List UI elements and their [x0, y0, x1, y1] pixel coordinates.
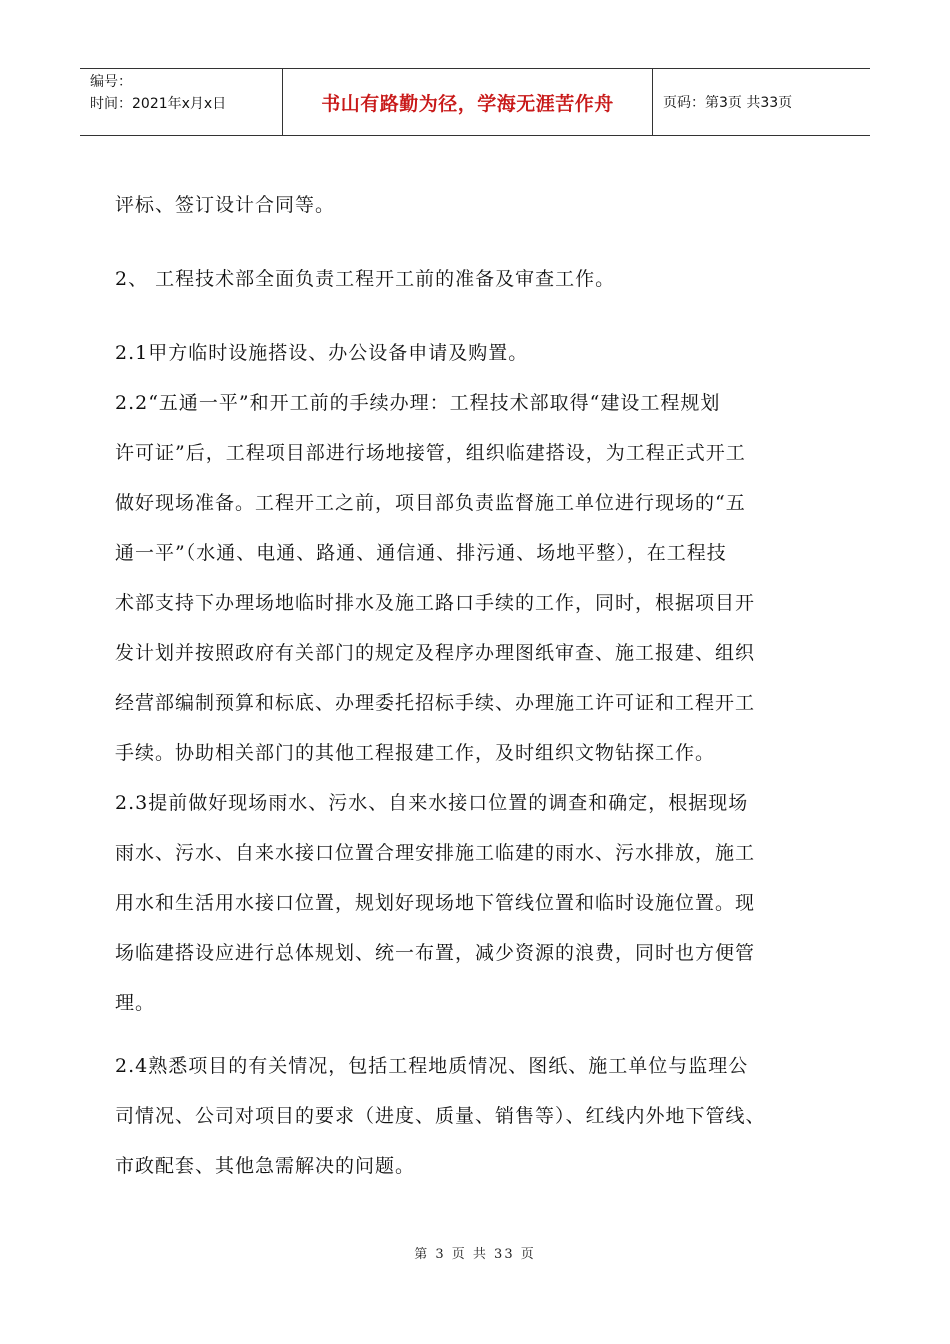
body-line: 做好现场准备。工程开工之前，项目部负责监督施工单位进行现场的“五	[115, 492, 746, 514]
header-meta	[80, 69, 283, 135]
document-body	[115, 180, 850, 1191]
paragraph-gap	[115, 304, 850, 328]
header-motto-cell	[283, 69, 653, 135]
paragraph-gap	[115, 230, 850, 254]
body-line: 雨水、污水、自来水接口位置合理安排施工临建的雨水、污水排放，施工	[115, 842, 756, 864]
body-line: 市政配套、其他急需解决的问题。	[115, 1155, 416, 1177]
body-line: 2.2“五通一平”和开工前的手续办理：工程技术部取得“建设工程规划	[115, 392, 721, 414]
body-line: 2.4熟悉项目的有关情况，包括工程地质情况、图纸、施工单位与监理公	[115, 1055, 749, 1077]
section-heading: 2、 工程技术部全面负责工程开工前的准备及审查工作。	[115, 268, 616, 290]
document-time-label: 时间：2021年x月x日	[90, 96, 227, 112]
body-line: 通一平”（水通、电通、路通、通信通、排污通、场地平整），在工程技	[115, 542, 727, 564]
document-header	[80, 68, 870, 136]
body-line: 经营部编制预算和标底、办理委托招标手续、办理施工许可证和工程开工	[115, 692, 756, 714]
header-page-info: 页码：第3页 共33页	[663, 95, 793, 111]
paragraph-gap	[115, 1028, 850, 1041]
body-line: 术部支持下办理场地临时排水及施工路口手续的工作，同时，根据项目开	[115, 592, 756, 614]
body-line: 许可证”后，工程项目部进行场地接管，组织临建搭设，为工程正式开工	[115, 442, 746, 464]
page-footer: 第 3 页 共 33 页	[414, 1247, 536, 1262]
body-line: 2.3提前做好现场雨水、污水、自来水接口位置的调查和确定，根据现场	[115, 792, 749, 814]
body-line: 理。	[115, 992, 156, 1014]
body-line: 发计划并按照政府有关部门的规定及程序办理图纸审查、施工报建、组织	[115, 642, 756, 664]
body-line: 评标、签订设计合同等。	[115, 194, 336, 216]
body-line: 场临建搭设应进行总体规划、统一布置，减少资源的浪费，同时也方便管	[115, 942, 756, 964]
body-line: 2.1甲方临时设施搭设、办公设备申请及购置。	[115, 342, 529, 364]
body-line: 手续。协助相关部门的其他工程报建工作，及时组织文物钻探工作。	[115, 742, 716, 764]
header-motto: 书山有路勤为径，学海无涯苦作舟	[321, 92, 614, 115]
body-line: 司情况、公司对项目的要求（进度、质量、销售等）、红线内外地下管线、	[115, 1105, 766, 1127]
document-number-label: 编号：	[90, 74, 132, 90]
header-page-cell	[653, 69, 870, 135]
body-line: 用水和生活用水接口位置，规划好现场地下管线位置和临时设施位置。现	[115, 892, 756, 914]
